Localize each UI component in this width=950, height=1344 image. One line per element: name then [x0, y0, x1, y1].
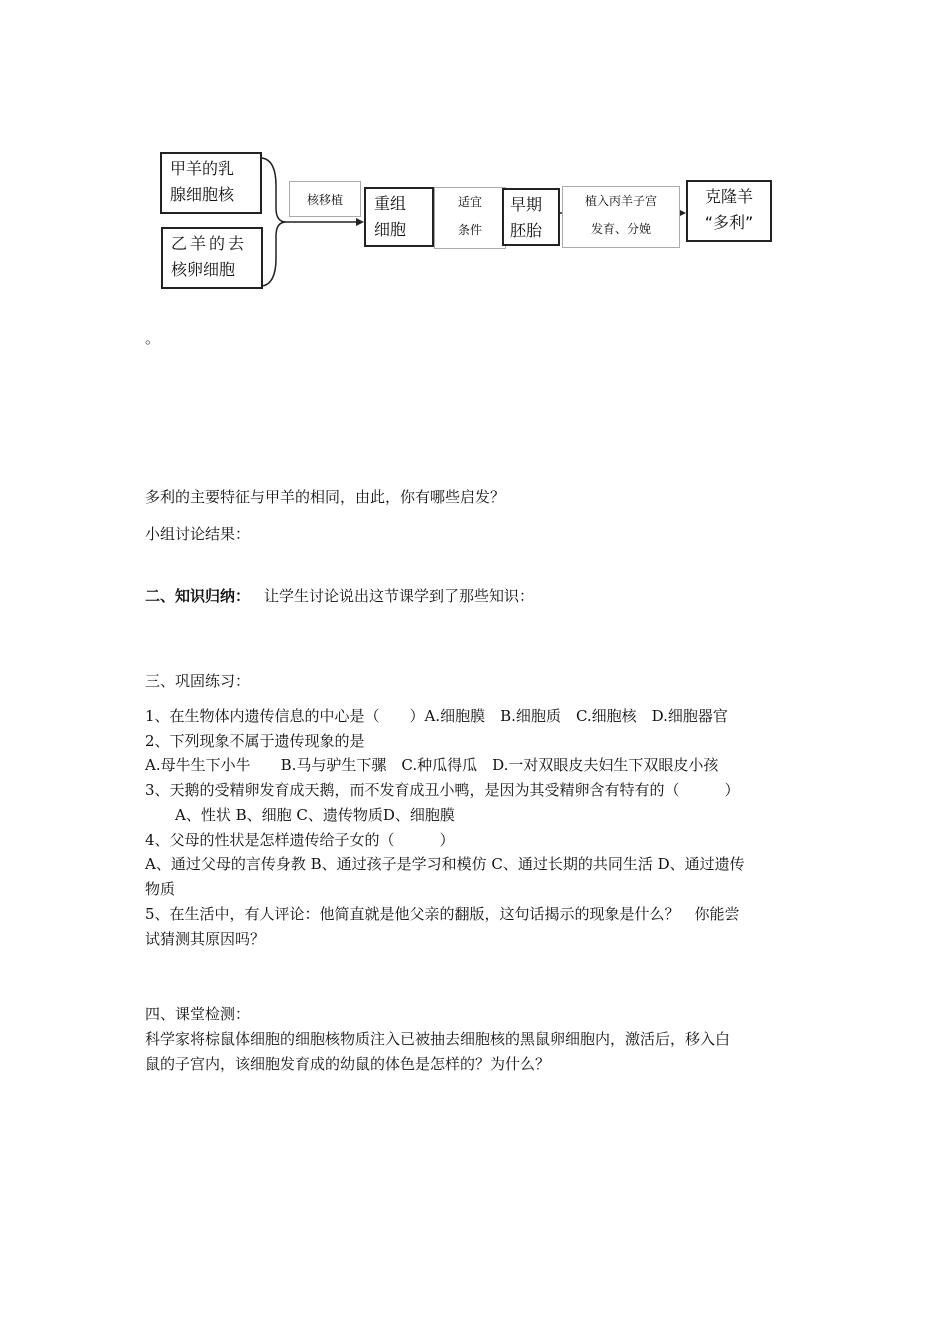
- brace-connector: [262, 158, 286, 286]
- group-result-label: 小组讨论结果：: [145, 525, 251, 543]
- section-practice-title: 三、巩固练习：: [145, 672, 251, 690]
- practice-line: 1、在生物体内遗传信息的中心是（ ）A.细胞膜 B.细胞质 C.细胞核 D.细胞器官: [145, 707, 728, 725]
- box-donor-nucleus-line2: 腺细胞核: [170, 185, 235, 204]
- question-dolly: 多利的主要特征与甲羊的相同，由此，你有哪些启发？: [145, 488, 506, 506]
- arrowhead-1: [356, 218, 364, 226]
- box-donor-nucleus-line1: 甲羊的乳: [170, 159, 235, 178]
- box-recombinant-cell-line2: 细胞: [374, 220, 407, 239]
- class-test-line: 科学家将棕鼠体细胞的细胞核物质注入已被抽去细胞核的黑鼠卵细胞内，激活后，移入白: [145, 1030, 731, 1048]
- label-nuclear-transfer-text: 核移植: [306, 193, 343, 207]
- label-nuclear-transfer: [289, 181, 361, 217]
- practice-line: A、通过父母的言传身教 B、通过孩子是学习和模仿 C、通过长期的共同生活 D、通过遗传: [145, 855, 745, 873]
- box-donor-nucleus: [160, 152, 262, 214]
- box-enucleated-egg-line1: 乙羊的去: [171, 234, 248, 253]
- box-cloned-sheep-line2: “多利”: [704, 213, 754, 232]
- stray-period: 。: [145, 329, 161, 347]
- box-cloned-sheep: [686, 180, 772, 242]
- label-suitable-conditions-line1: 适宜: [457, 195, 482, 209]
- section-knowledge-summary-title: 二、知识归纳：: [145, 587, 251, 605]
- section-knowledge-summary: [145, 584, 534, 608]
- box-enucleated-egg: [161, 227, 263, 289]
- practice-line: A、性状 B、细胞 C、遗传物质D、细胞膜: [145, 806, 455, 824]
- box-recombinant-cell: [364, 187, 434, 247]
- practice-line: 4、父母的性状是怎样遗传给子女的（ ）: [145, 831, 455, 849]
- practice-line: 5、在生活中，有人评论：他简直就是他父亲的翻版，这句话揭示的现象是什么？ 你能尝: [145, 905, 740, 923]
- practice-line: 物质: [145, 880, 176, 898]
- practice-line: 2、下列现象不属于遗传现象的是: [145, 732, 365, 750]
- section-class-test-title: 四、课堂检测：: [145, 1005, 251, 1023]
- label-implant-develop-line1: 植入丙羊子宫: [584, 194, 657, 208]
- diagram-connectors: [0, 0, 950, 320]
- label-suitable-conditions-line2: 条件: [457, 223, 482, 237]
- label-implant-develop: [562, 186, 680, 248]
- box-cloned-sheep-line1: 克隆羊: [704, 187, 753, 206]
- box-recombinant-cell-line1: 重组: [374, 194, 407, 213]
- box-early-embryo-line1: 早期: [510, 195, 543, 214]
- section-knowledge-summary-text: 让学生讨论说出这节课学到了那些知识：: [264, 587, 535, 605]
- label-suitable-conditions: [434, 187, 506, 249]
- label-implant-develop-line2: 发育、分娩: [590, 222, 651, 236]
- practice-line: 3、天鹅的受精卵发育成天鹅，而不发育成丑小鸭，是因为其受精卵含有特有的（ ）: [145, 781, 740, 799]
- class-test-line: 鼠的子宫内，该细胞发育成的幼鼠的体色是怎样的？为什么？: [145, 1055, 551, 1073]
- practice-line: A.母牛生下小牛 B.马与驴生下骡 C.种瓜得瓜 D.一对双眼皮夫妇生下双眼皮小孩: [145, 756, 719, 774]
- box-early-embryo: [502, 188, 560, 246]
- practice-line: 试猜测其原因吗？: [145, 930, 266, 948]
- box-early-embryo-line2: 胚胎: [510, 221, 543, 240]
- box-enucleated-egg-line2: 核卵细胞: [171, 260, 236, 279]
